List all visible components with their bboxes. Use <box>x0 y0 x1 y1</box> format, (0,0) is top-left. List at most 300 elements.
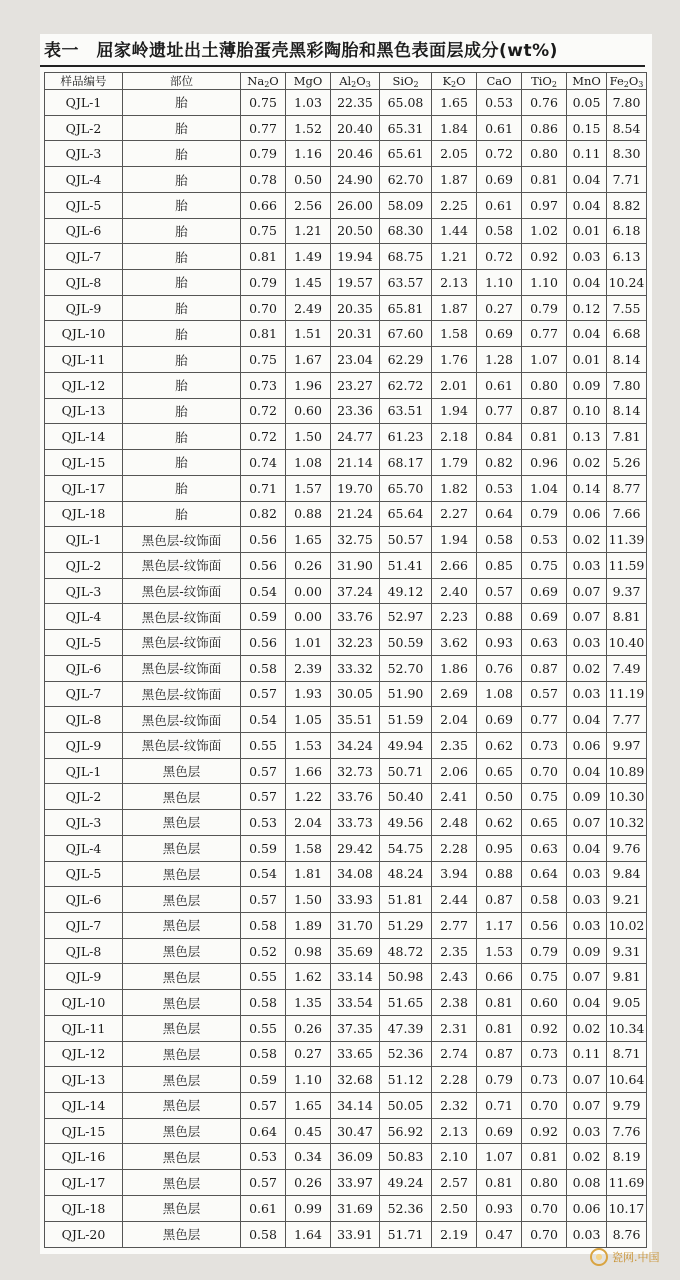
value-cell: 50.83 <box>380 1144 432 1170</box>
value-cell: 36.09 <box>331 1144 380 1170</box>
value-cell: 2.27 <box>432 501 477 527</box>
value-cell: 0.56 <box>241 552 286 578</box>
value-cell: 0.70 <box>522 1195 567 1221</box>
value-cell: 1.45 <box>286 270 331 296</box>
value-cell: 0.13 <box>567 424 607 450</box>
value-cell: 11.69 <box>607 1170 647 1196</box>
value-cell: 0.02 <box>567 1144 607 1170</box>
value-cell: 1.44 <box>432 218 477 244</box>
value-cell: 0.03 <box>567 887 607 913</box>
sample-id-cell: QJL-7 <box>45 681 123 707</box>
value-cell: 51.29 <box>380 913 432 939</box>
value-cell: 0.58 <box>241 655 286 681</box>
value-cell: 0.95 <box>477 835 522 861</box>
value-cell: 7.77 <box>607 707 647 733</box>
value-cell: 2.41 <box>432 784 477 810</box>
sample-id-cell: QJL-18 <box>45 1195 123 1221</box>
value-cell: 2.10 <box>432 1144 477 1170</box>
part-cell: 黑色层 <box>123 784 241 810</box>
header-formula-part: O <box>456 73 466 88</box>
table-row <box>45 861 647 887</box>
value-cell: 2.50 <box>432 1195 477 1221</box>
table-row <box>45 835 647 861</box>
table-row <box>45 630 647 656</box>
value-cell: 1.22 <box>286 784 331 810</box>
value-cell: 61.23 <box>380 424 432 450</box>
sample-id-cell: QJL-10 <box>45 321 123 347</box>
value-cell: 51.81 <box>380 887 432 913</box>
value-cell: 1.87 <box>432 295 477 321</box>
value-cell: 0.80 <box>522 372 567 398</box>
value-cell: 0.72 <box>241 424 286 450</box>
table-row <box>45 527 647 553</box>
value-cell: 49.94 <box>380 732 432 758</box>
value-cell: 23.36 <box>331 398 380 424</box>
part-cell: 胎 <box>123 192 241 218</box>
value-cell: 0.77 <box>241 115 286 141</box>
column-header <box>432 73 477 90</box>
value-cell: 31.90 <box>331 552 380 578</box>
value-cell: 8.82 <box>607 192 647 218</box>
value-cell: 1.93 <box>286 681 331 707</box>
value-cell: 0.75 <box>241 347 286 373</box>
value-cell: 0.57 <box>241 681 286 707</box>
value-cell: 23.27 <box>331 372 380 398</box>
value-cell: 0.14 <box>567 475 607 501</box>
value-cell: 49.56 <box>380 810 432 836</box>
value-cell: 50.57 <box>380 527 432 553</box>
value-cell: 7.76 <box>607 1118 647 1144</box>
value-cell: 0.09 <box>567 938 607 964</box>
value-cell: 1.53 <box>286 732 331 758</box>
value-cell: 50.71 <box>380 758 432 784</box>
value-cell: 0.06 <box>567 1195 607 1221</box>
sample-id-cell: QJL-10 <box>45 990 123 1016</box>
value-cell: 1.76 <box>432 347 477 373</box>
value-cell: 3.94 <box>432 861 477 887</box>
part-cell: 黑色层 <box>123 861 241 887</box>
value-cell: 24.90 <box>331 167 380 193</box>
header-formula-part: Fe <box>609 73 624 88</box>
part-cell: 胎 <box>123 270 241 296</box>
value-cell: 1.52 <box>286 115 331 141</box>
value-cell: 0.02 <box>567 450 607 476</box>
value-cell: 0.80 <box>522 1170 567 1196</box>
sample-id-cell: QJL-6 <box>45 655 123 681</box>
part-cell: 黑色层 <box>123 758 241 784</box>
value-cell: 0.63 <box>522 835 567 861</box>
value-cell: 0.69 <box>477 167 522 193</box>
table-row <box>45 167 647 193</box>
value-cell: 0.81 <box>477 1015 522 1041</box>
value-cell: 0.60 <box>286 398 331 424</box>
sample-id-cell: QJL-5 <box>45 630 123 656</box>
sample-id-cell: QJL-6 <box>45 218 123 244</box>
value-cell: 1.10 <box>477 270 522 296</box>
part-cell: 黑色层-纹饰面 <box>123 552 241 578</box>
value-cell: 50.05 <box>380 1093 432 1119</box>
value-cell: 50.59 <box>380 630 432 656</box>
value-cell: 1.84 <box>432 115 477 141</box>
column-header <box>241 73 286 90</box>
value-cell: 0.69 <box>477 707 522 733</box>
header-formula-part: 3 <box>638 79 644 89</box>
value-cell: 1.89 <box>286 913 331 939</box>
part-cell: 黑色层 <box>123 1041 241 1067</box>
value-cell: 0.08 <box>567 1170 607 1196</box>
value-cell: 33.76 <box>331 604 380 630</box>
part-cell: 黑色层-纹饰面 <box>123 655 241 681</box>
table-row <box>45 552 647 578</box>
value-cell: 0.96 <box>522 450 567 476</box>
table-row <box>45 1041 647 1067</box>
value-cell: 1.04 <box>522 475 567 501</box>
sample-id-cell: QJL-11 <box>45 1015 123 1041</box>
value-cell: 0.75 <box>522 964 567 990</box>
value-cell: 1.08 <box>477 681 522 707</box>
value-cell: 0.56 <box>241 630 286 656</box>
value-cell: 32.75 <box>331 527 380 553</box>
value-cell: 65.08 <box>380 90 432 116</box>
value-cell: 1.64 <box>286 1221 331 1247</box>
value-cell: 0.55 <box>241 1015 286 1041</box>
sample-id-cell: QJL-1 <box>45 90 123 116</box>
value-cell: 2.66 <box>432 552 477 578</box>
value-cell: 32.73 <box>331 758 380 784</box>
part-cell: 黑色层-纹饰面 <box>123 707 241 733</box>
value-cell: 2.39 <box>286 655 331 681</box>
value-cell: 20.46 <box>331 141 380 167</box>
value-cell: 33.32 <box>331 655 380 681</box>
value-cell: 1.28 <box>477 347 522 373</box>
value-cell: 51.71 <box>380 1221 432 1247</box>
value-cell: 0.88 <box>286 501 331 527</box>
value-cell: 1.66 <box>286 758 331 784</box>
value-cell: 2.13 <box>432 1118 477 1144</box>
value-cell: 37.24 <box>331 578 380 604</box>
value-cell: 56.92 <box>380 1118 432 1144</box>
value-cell: 0.69 <box>522 578 567 604</box>
value-cell: 0.87 <box>522 398 567 424</box>
value-cell: 0.06 <box>567 501 607 527</box>
value-cell: 0.04 <box>567 758 607 784</box>
value-cell: 0.34 <box>286 1144 331 1170</box>
value-cell: 0.00 <box>286 604 331 630</box>
value-cell: 0.70 <box>241 295 286 321</box>
value-cell: 20.35 <box>331 295 380 321</box>
column-header: 部位 <box>123 73 241 90</box>
value-cell: 0.03 <box>567 1118 607 1144</box>
value-cell: 1.51 <box>286 321 331 347</box>
value-cell: 22.35 <box>331 90 380 116</box>
value-cell: 1.82 <box>432 475 477 501</box>
value-cell: 0.97 <box>522 192 567 218</box>
sample-id-cell: QJL-8 <box>45 707 123 733</box>
value-cell: 29.42 <box>331 835 380 861</box>
value-cell: 10.30 <box>607 784 647 810</box>
value-cell: 0.58 <box>241 1041 286 1067</box>
value-cell: 0.84 <box>477 424 522 450</box>
value-cell: 9.76 <box>607 835 647 861</box>
value-cell: 2.18 <box>432 424 477 450</box>
value-cell: 0.61 <box>477 115 522 141</box>
value-cell: 0.50 <box>477 784 522 810</box>
value-cell: 21.14 <box>331 450 380 476</box>
part-cell: 黑色层-纹饰面 <box>123 681 241 707</box>
header-formula-part: 2 <box>264 79 270 89</box>
header-formula-part: O <box>628 73 639 88</box>
part-cell: 胎 <box>123 424 241 450</box>
sample-id-cell: QJL-15 <box>45 1118 123 1144</box>
value-cell: 10.24 <box>607 270 647 296</box>
value-cell: 2.25 <box>432 192 477 218</box>
value-cell: 50.40 <box>380 784 432 810</box>
column-header: 样品编号 <box>45 73 123 90</box>
header-formula-part: O <box>356 73 366 88</box>
value-cell: 0.69 <box>477 1118 522 1144</box>
table-row <box>45 501 647 527</box>
table-row <box>45 655 647 681</box>
value-cell: 0.58 <box>522 887 567 913</box>
value-cell: 2.74 <box>432 1041 477 1067</box>
part-cell: 胎 <box>123 347 241 373</box>
sample-id-cell: QJL-7 <box>45 244 123 270</box>
value-cell: 10.89 <box>607 758 647 784</box>
value-cell: 8.14 <box>607 398 647 424</box>
table-row <box>45 784 647 810</box>
value-cell: 2.31 <box>432 1015 477 1041</box>
value-cell: 0.59 <box>241 1067 286 1093</box>
value-cell: 0.65 <box>477 758 522 784</box>
value-cell: 0.65 <box>522 810 567 836</box>
value-cell: 2.01 <box>432 372 477 398</box>
value-cell: 1.53 <box>477 938 522 964</box>
value-cell: 1.62 <box>286 964 331 990</box>
value-cell: 0.04 <box>567 270 607 296</box>
value-cell: 0.04 <box>567 835 607 861</box>
value-cell: 63.57 <box>380 270 432 296</box>
value-cell: 1.81 <box>286 861 331 887</box>
value-cell: 0.26 <box>286 552 331 578</box>
part-cell: 黑色层-纹饰面 <box>123 732 241 758</box>
value-cell: 0.76 <box>477 655 522 681</box>
part-cell: 黑色层 <box>123 1015 241 1041</box>
value-cell: 67.60 <box>380 321 432 347</box>
value-cell: 1.49 <box>286 244 331 270</box>
value-cell: 1.50 <box>286 424 331 450</box>
value-cell: 2.28 <box>432 835 477 861</box>
value-cell: 0.72 <box>477 141 522 167</box>
value-cell: 0.79 <box>241 270 286 296</box>
value-cell: 30.47 <box>331 1118 380 1144</box>
value-cell: 65.31 <box>380 115 432 141</box>
value-cell: 0.71 <box>477 1093 522 1119</box>
table-row <box>45 758 647 784</box>
value-cell: 33.14 <box>331 964 380 990</box>
value-cell: 6.13 <box>607 244 647 270</box>
value-cell: 0.57 <box>241 887 286 913</box>
part-cell: 胎 <box>123 167 241 193</box>
value-cell: 33.54 <box>331 990 380 1016</box>
value-cell: 37.35 <box>331 1015 380 1041</box>
value-cell: 0.81 <box>241 244 286 270</box>
value-cell: 2.32 <box>432 1093 477 1119</box>
value-cell: 9.37 <box>607 578 647 604</box>
value-cell: 0.92 <box>522 1015 567 1041</box>
value-cell: 0.03 <box>567 681 607 707</box>
value-cell: 34.08 <box>331 861 380 887</box>
value-cell: 0.63 <box>522 630 567 656</box>
value-cell: 9.81 <box>607 964 647 990</box>
value-cell: 0.70 <box>522 758 567 784</box>
value-cell: 6.18 <box>607 218 647 244</box>
value-cell: 0.07 <box>567 1093 607 1119</box>
sample-id-cell: QJL-11 <box>45 347 123 373</box>
value-cell: 1.96 <box>286 372 331 398</box>
table-row <box>45 321 647 347</box>
sample-id-cell: QJL-9 <box>45 964 123 990</box>
value-cell: 0.58 <box>241 913 286 939</box>
column-header <box>607 73 647 90</box>
sample-id-cell: QJL-9 <box>45 732 123 758</box>
value-cell: 0.81 <box>522 424 567 450</box>
value-cell: 9.21 <box>607 887 647 913</box>
sample-id-cell: QJL-4 <box>45 167 123 193</box>
part-cell: 胎 <box>123 218 241 244</box>
value-cell: 1.03 <box>286 90 331 116</box>
value-cell: 48.72 <box>380 938 432 964</box>
value-cell: 47.39 <box>380 1015 432 1041</box>
value-cell: 0.04 <box>567 990 607 1016</box>
value-cell: 1.08 <box>286 450 331 476</box>
part-cell: 黑色层 <box>123 835 241 861</box>
value-cell: 65.81 <box>380 295 432 321</box>
part-cell: 黑色层 <box>123 913 241 939</box>
table-row <box>45 732 647 758</box>
value-cell: 8.19 <box>607 1144 647 1170</box>
value-cell: 49.24 <box>380 1170 432 1196</box>
value-cell: 48.24 <box>380 861 432 887</box>
part-cell: 黑色层 <box>123 1195 241 1221</box>
value-cell: 1.05 <box>286 707 331 733</box>
header-formula-part: 2 <box>451 79 457 89</box>
sample-id-cell: QJL-3 <box>45 578 123 604</box>
value-cell: 0.79 <box>522 295 567 321</box>
composition-table <box>44 72 647 1248</box>
part-cell: 黑色层 <box>123 1144 241 1170</box>
value-cell: 0.62 <box>477 732 522 758</box>
header-formula-part: K <box>442 73 452 88</box>
value-cell: 0.53 <box>522 527 567 553</box>
sample-id-cell: QJL-17 <box>45 475 123 501</box>
value-cell: 2.57 <box>432 1170 477 1196</box>
value-cell: 0.59 <box>241 835 286 861</box>
value-cell: 8.77 <box>607 475 647 501</box>
part-cell: 胎 <box>123 372 241 398</box>
value-cell: 0.86 <box>522 115 567 141</box>
value-cell: 0.54 <box>241 861 286 887</box>
value-cell: 0.01 <box>567 218 607 244</box>
value-cell: 7.81 <box>607 424 647 450</box>
value-cell: 0.69 <box>522 604 567 630</box>
value-cell: 0.02 <box>567 1015 607 1041</box>
table-row <box>45 115 647 141</box>
header-formula-part: O <box>269 73 279 88</box>
value-cell: 0.00 <box>286 578 331 604</box>
value-cell: 23.04 <box>331 347 380 373</box>
value-cell: 0.79 <box>522 938 567 964</box>
value-cell: 0.57 <box>522 681 567 707</box>
value-cell: 0.03 <box>567 552 607 578</box>
value-cell: 0.10 <box>567 398 607 424</box>
value-cell: 0.53 <box>241 1144 286 1170</box>
value-cell: 0.82 <box>477 450 522 476</box>
value-cell: 0.76 <box>522 90 567 116</box>
part-cell: 胎 <box>123 398 241 424</box>
sample-id-cell: QJL-3 <box>45 810 123 836</box>
value-cell: 0.81 <box>477 1170 522 1196</box>
value-cell: 0.03 <box>567 861 607 887</box>
value-cell: 0.99 <box>286 1195 331 1221</box>
watermark <box>590 1248 660 1266</box>
value-cell: 0.75 <box>241 218 286 244</box>
value-cell: 8.76 <box>607 1221 647 1247</box>
sample-id-cell: QJL-4 <box>45 835 123 861</box>
part-cell: 胎 <box>123 90 241 116</box>
value-cell: 33.97 <box>331 1170 380 1196</box>
value-cell: 0.92 <box>522 244 567 270</box>
value-cell: 0.81 <box>522 1144 567 1170</box>
table-row <box>45 218 647 244</box>
value-cell: 1.17 <box>477 913 522 939</box>
column-header <box>522 73 567 90</box>
value-cell: 1.01 <box>286 630 331 656</box>
value-cell: 3.62 <box>432 630 477 656</box>
value-cell: 58.09 <box>380 192 432 218</box>
table-row <box>45 707 647 733</box>
value-cell: 2.48 <box>432 810 477 836</box>
value-cell: 0.61 <box>241 1195 286 1221</box>
value-cell: 0.07 <box>567 1067 607 1093</box>
value-cell: 2.13 <box>432 270 477 296</box>
value-cell: 0.70 <box>522 1093 567 1119</box>
value-cell: 51.90 <box>380 681 432 707</box>
page-title: 表一 屈家岭遗址出土薄胎蛋壳黑彩陶胎和黑色表面层成分(wt%) <box>44 41 558 61</box>
sample-id-cell: QJL-17 <box>45 1170 123 1196</box>
table-row <box>45 1067 647 1093</box>
table-row <box>45 424 647 450</box>
value-cell: 21.24 <box>331 501 380 527</box>
value-cell: 51.65 <box>380 990 432 1016</box>
value-cell: 51.41 <box>380 552 432 578</box>
value-cell: 19.70 <box>331 475 380 501</box>
value-cell: 2.35 <box>432 732 477 758</box>
table-row <box>45 1093 647 1119</box>
part-cell: 黑色层 <box>123 1221 241 1247</box>
value-cell: 1.57 <box>286 475 331 501</box>
value-cell: 0.62 <box>477 810 522 836</box>
value-cell: 0.79 <box>477 1067 522 1093</box>
value-cell: 0.69 <box>477 321 522 347</box>
value-cell: 2.77 <box>432 913 477 939</box>
value-cell: 0.57 <box>241 758 286 784</box>
table-row <box>45 244 647 270</box>
value-cell: 33.93 <box>331 887 380 913</box>
header-formula-part: CaO <box>486 74 512 88</box>
value-cell: 1.94 <box>432 527 477 553</box>
value-cell: 1.10 <box>522 270 567 296</box>
value-cell: 0.73 <box>522 1041 567 1067</box>
